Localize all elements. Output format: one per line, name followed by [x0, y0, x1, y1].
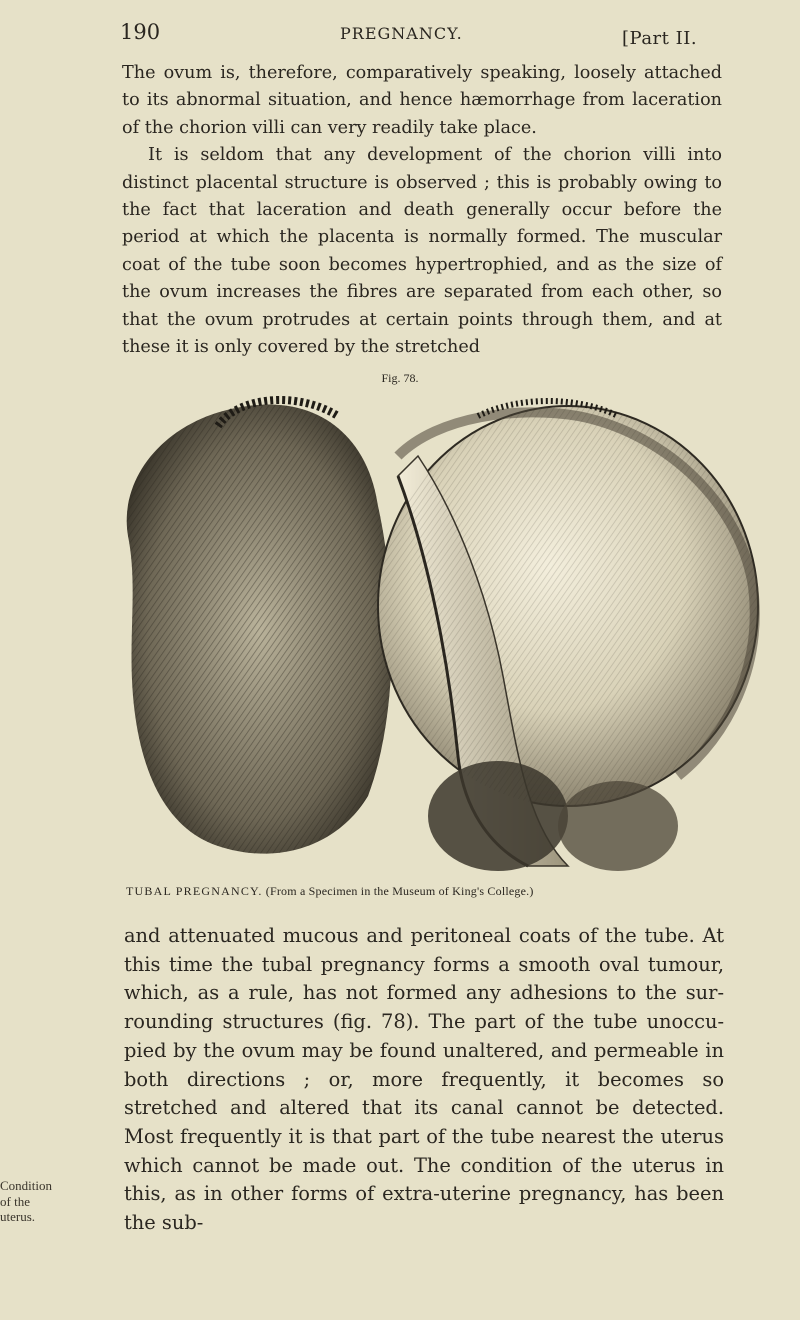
margin-note-line-3: uterus.	[0, 1209, 36, 1224]
page-number: 190	[120, 20, 161, 44]
page-header	[0, 18, 800, 48]
running-title: PREGNANCY.	[340, 24, 463, 43]
caption-source: (From a Specimen in the Museum of King's College.)	[265, 884, 534, 898]
figure-label: Fig. 78.	[381, 371, 419, 385]
margin-note-line-1: Condition	[0, 1178, 53, 1193]
margin-note-line-2: of the	[0, 1193, 30, 1209]
tubal-pregnancy-engraving-icon	[98, 396, 770, 876]
top-text-block	[122, 60, 722, 361]
margin-note	[0, 1178, 70, 1225]
paragraph-3: and attenuated mucous and peritoneal coats of the tube. At this time the tubal pregnancy forms a smooth oval tumour, which, as a rule, has not formed any adhesions to the surrounding structures (fig. 78). The part of the tube unoccupied by the ovum may be found unaltered, and permeable in both directions ; or, more frequently, it becomes so stretched and altered that its canal cannot be detected. Most frequently it is that part of the tube nearest the uterus which cannot be made out. The condition of the uterus in this, as in other forms of extra-uterine pregnancy, has been the sub-	[124, 924, 724, 1235]
paragraph-1: The ovum is, therefore, comparatively speaking, loosely attached to its abnormal situation, and hence hæmorrhage from laceration of the chorion villi can very readily take place.	[122, 63, 722, 138]
figure-caption	[126, 884, 766, 899]
paragraph-2: It is seldom that any development of the chorion villi into distinct placental structure is observed ; this is probably owing to the fact that laceration and death generally occur before the period at which the placenta is normally formed. The muscular coat of the tube soon becomes hypertrophied, and as the size of the ovum increases the fibres are separated from each other, so that the ovum protrudes at certain points through them, and at these it is only covered by the stretched	[122, 145, 722, 358]
caption-title: TUBAL PREGNANCY.	[126, 884, 263, 898]
figure-illustration	[98, 396, 770, 876]
bottom-text-block	[124, 922, 724, 1238]
part-label: [Part II.	[622, 28, 698, 49]
